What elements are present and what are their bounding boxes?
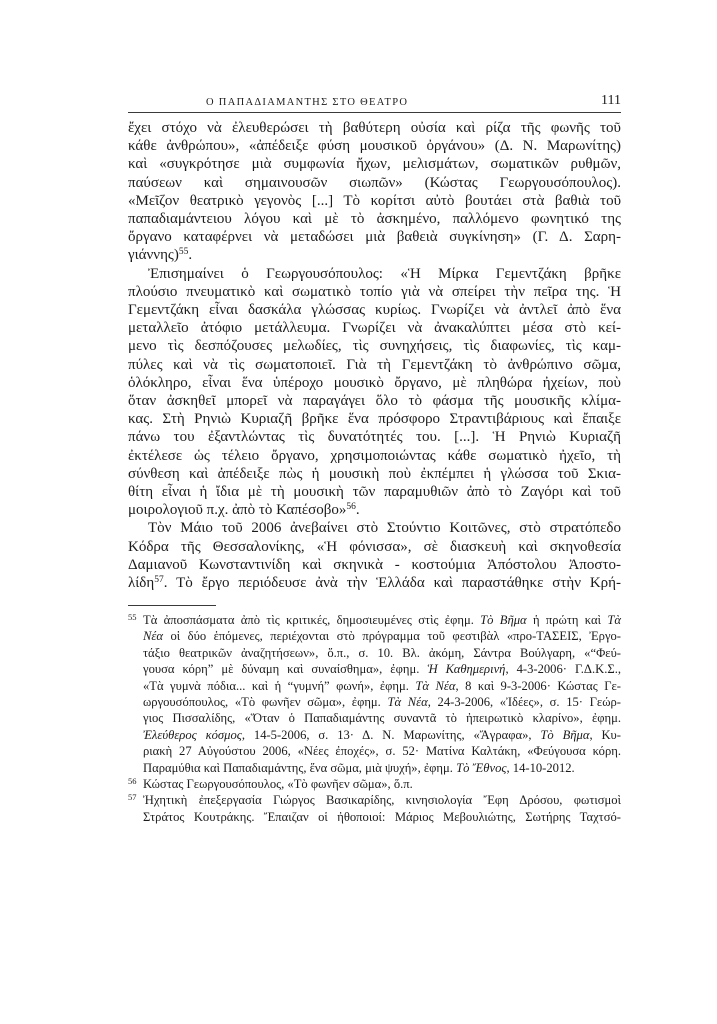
body-line: μεταλλεῖο ἀτόφιο μετάλλευμα. Γνωρίζει νὰ ἀνακαλύπτει μέσα στὸ κεί- <box>128 320 621 337</box>
italic-title: Τὰ <box>607 613 621 627</box>
italic-title: Νέα <box>143 629 163 644</box>
footnote-reference: 57 <box>154 574 164 585</box>
footnote-line: ωργουσόπουλος, «Τὸ φωνῆεν σῶμα», ἐφημ. Τὰ Νέα, 24-3-2006, «Ἰδέες», σ. 15· Γεώρ- <box>143 695 621 710</box>
footnote-line: Παραμύθια καὶ Παπαδιαμάντης, ἕνα σῶμα, μιὰ ψυχή», ἐφημ. Τὸ Ἔθνος, 14-10-2012. <box>143 760 575 775</box>
footnote-number: 55 <box>128 612 137 622</box>
body-line: κάθε ἀνθρώπου», «ἀπέδειξε φύση μουσικοῦ ὀργάνου» (Δ. Ν. Μαρωνίτης) <box>128 138 621 155</box>
body-line: ἐκτέλεσε ὡς τέλειο ὄργανο, χρησιμοποιώντας κάθε σωματικὸ ἠχεῖο, τὴ <box>128 447 621 464</box>
body-line: σύνθεση καὶ ἀπέδειξε πὼς ἡ μουσικὴ ποὺ ἐκπέμπει ἡ γλώσσα τοῦ Σκια- <box>128 465 621 482</box>
body-line: ἔχει στόχο νὰ ἐλευθερώσει τὴ βαθύτερη οὐσία καὶ ρίζα τῆς φωνῆς τοῦ <box>128 120 621 136</box>
body-line: θίτη εἶναι ἡ ἴδια μὲ τὴ μουσικὴ τῶν παραμυθιῶν ἀπὸ τὸ Ζαγόρι καὶ τοῦ <box>128 484 621 501</box>
body-line: Δαμιανοῦ Κωνσταντινίδη καὶ σκηνικὰ - κοστούμια Ἀπόστολου Ἀποστο- <box>128 556 621 573</box>
body-line: κας. Στὴ Ρηνιὼ Κυριαζῆ βρῆκε ἕνα πρόσφορο Στραντιβάριους καὶ ἔπαιξε <box>128 411 621 428</box>
footnote-line: Στράτος Κουτράκης. Ἔπαιζαν οἱ ἠθοποιοί: Μάριος Μεβουλιώτης, Σωτήρης Ταχτσό- <box>143 809 621 824</box>
body-line: «Μεῖζον θεατρικὸ γεγονὸς [...] Τὸ κορίτσι αὐτὸ βουτάει στὰ βαθιὰ τοῦ <box>128 192 621 209</box>
body-line: πλούσιο πνευματικὸ καὶ σωματικὸ τοπίο γιὰ νὰ σπείρει τὴν πεῖρα της. Ἡ <box>128 283 621 300</box>
page-number: 111 <box>601 93 621 108</box>
body-line: Ἐπισημαίνει ὁ Γεωργουσόπουλος: «Ἡ Μίρκα Γεμεντζάκη βρῆκε <box>148 265 621 282</box>
footnote-reference: 56 <box>346 502 356 513</box>
footnote-line: Νέα οἱ δύο ἑπόμενες, περιέχονται στὸ πρόγραμμα τοῦ φεστιβὰλ «προ-ΤΑΣΕΙΣ, Ἐργο- <box>143 629 621 644</box>
footnote-line: τάξιο θεατρικῶν ἀναζητήσεων», ὅ.π., σ. 10. Βλ. ἀκόμη, Σάντρα Βούλγαρη, «“Φεύ- <box>143 645 621 660</box>
italic-title: Τὸ Βῆμα <box>480 613 527 627</box>
body-line: ὅταν ἀσκηθεῖ μπορεῖ νὰ παραγάγει ὅλο τὸ φάσμα τῆς μουσικῆς κλίμα- <box>128 393 621 410</box>
italic-title: Τὰ Νέα <box>415 678 456 693</box>
footnote-number: 57 <box>128 792 137 803</box>
body-line: Κόδρα τῆς Θεσσαλονίκης, «Ἡ φόνισσα», σὲ διασκευὴ καὶ σκηνοθεσία <box>128 538 621 555</box>
footnote-line: γουσα κόρη” μὲ δύναμη καὶ συναίσθημα», ἐφημ. Ἡ Καθημερινή, 4-3-2006· Γ.Δ.Κ.Σ., <box>143 662 621 677</box>
footnote-text <box>143 612 621 776</box>
footnote <box>128 792 621 825</box>
body-line: μοιρολογιοῦ π.χ. ἀπὸ τὸ Καπέσοβο»$^{56}$. <box>128 502 360 519</box>
body-line: πάνω του ἐξαντλώντας τὶς δυνατότητές του. [...]. Ἡ Ρηνιὼ Κυριαζῆ <box>128 429 621 446</box>
footnote-number: 56 <box>128 776 137 787</box>
body-line: παπαδιαμάντειου λόγου καὶ μὲ τὸ ἀσκημένο, παλλόμενο φωνητικό της <box>128 211 621 228</box>
italic-title: Τὰ Νέα <box>387 695 428 710</box>
footnote-line: Τὰ ἀποσπάσματα ἀπὸ τὶς κριτικές, δημοσιευμένες στὶς ἐφημ. Τὸ Βῆμα ἡ πρώτη καὶ Τὰ <box>143 613 621 627</box>
footnote <box>128 776 621 792</box>
body-line: πύλες καὶ νὰ τὶς σωματοποιεῖ. Γιὰ τὴ Γεμεντζάκη τὸ ἀνθρώπινο σῶμα, <box>128 356 621 373</box>
body-line: Γεμεντζάκη εἶναι δασκάλα γλώσσας κυρίως. Γνωρίζει νὰ ἀντλεῖ ἀπὸ ἕνα <box>128 302 621 319</box>
footnote-text <box>143 776 621 792</box>
footnote-line: Κώστας Γεωργουσόπουλος, «Τὸ φωνῆεν σῶμα», ὅ.π. <box>143 777 413 792</box>
body-line: Τὸν Μάιο τοῦ 2006 ἀνεβαίνει στὸ Στούντιο Κοιτῶνες, στὸ στρατόπεδο <box>148 520 621 537</box>
italic-title: Ἐλεύθερος κόσμος <box>143 727 242 742</box>
body-line: γιάννης)$^{55}$. <box>128 247 193 264</box>
footnote <box>128 612 621 776</box>
footnote-text <box>143 792 621 825</box>
paragraph <box>128 119 621 265</box>
footnote-divider <box>128 605 216 606</box>
footnote-line: «Τὰ γυμνὰ πόδια... καὶ ἡ “γυμνή” φωνή», ἐφημ. Τὰ Νέα, 8 καὶ 9-3-2006· Κώστας Γε- <box>143 678 621 693</box>
body-line: παύσεων καὶ σημαινουσῶν σιωπῶν» (Κώστας Γεωργουσόπουλος). <box>128 174 621 191</box>
running-head-title: Ο ΠΑΠΑΔΙΑΜΑΝΤΗΣ ΣΤΟ ΘΕΑΤΡΟ <box>206 97 409 108</box>
body-line: λίδη$^{57}$. Τὸ ἔργο περιόδευσε ἀνὰ τὴν Ἑλλάδα καὶ παραστάθηκε στὴν Κρή- <box>128 574 621 592</box>
footnote-reference: 55 <box>178 247 189 258</box>
paragraph <box>128 519 621 592</box>
footnote-line: ριακὴ 27 Αὐγούστου 2006, «Νέες ἐποχές», σ. 52· Ματίνα Καλτάκη, «Φεύγουσα κόρη. <box>143 744 621 759</box>
footnote-line: γιος Πισσαλίδης, «Ὅταν ὁ Παπαδιαμάντης συναντᾶ τὸ ἠπειρωτικὸ κλαρίνο», ἐφημ. <box>143 711 621 726</box>
body-line: μενο τὶς δεσπόζουσες μελωδίες, τὶς συνηχήσεις, τὶς διαφωνίες, τὶς καμ- <box>128 338 621 355</box>
running-head <box>128 92 621 113</box>
body-line: καὶ «συγκρότησε μιὰ συμφωνία ἤχων, μελισμάτων, σωματικῶν ρυθμῶν, <box>128 156 621 173</box>
footnote-line: Ἐλεύθερος κόσμος, 14-5-2006, σ. 13· Δ. Ν. Μαρωνίτης, «Ἄγραφα», Τὸ Βῆμα, Κυ- <box>143 727 621 742</box>
footnotes <box>128 612 621 825</box>
paragraph <box>128 265 621 520</box>
footnote-line: Ἠχητικὴ ἐπεξεργασία Γιώργος Βασικαρίδης, κινησιολογία Ἔφη Δρόσου, φωτισμοὶ <box>143 793 621 808</box>
body-line: ὄργανο καταφέρνει νὰ μεταδώσει μιὰ βαθειὰ συγκίνηση» (Γ. Δ. Σαρη- <box>128 229 621 246</box>
italic-title: Τὸ Ἔθνος <box>456 760 507 775</box>
italic-title: Τὸ Βῆμα <box>540 727 590 742</box>
italic-title: Ἡ Καθημερινή <box>427 662 506 677</box>
body-text <box>128 119 621 592</box>
body-line: ὁλόκληρο, εἶναι ἕνα ὑπέροχο μουσικὸ ὄργανο, μὲ πληθώρα ἠχείων, ποὺ <box>128 374 621 391</box>
